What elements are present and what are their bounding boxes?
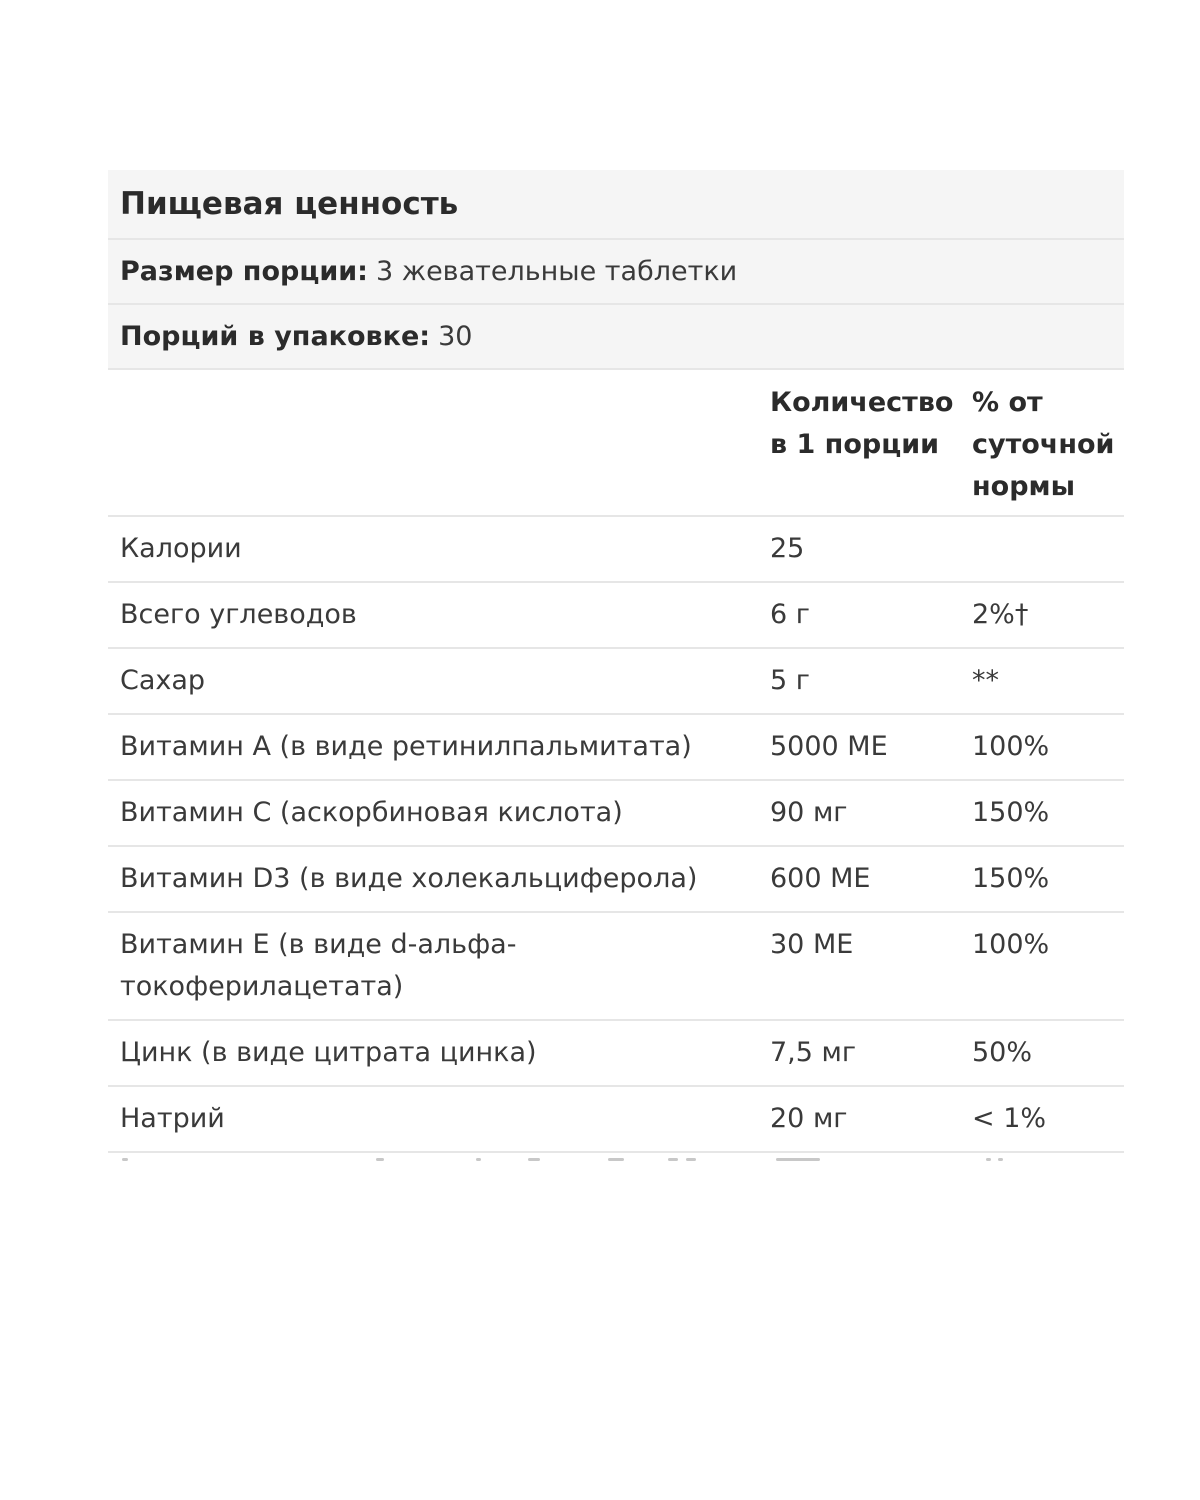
panel-title: Пищевая ценность bbox=[108, 170, 1124, 240]
serving-size-row bbox=[108, 240, 1124, 305]
table-header bbox=[108, 370, 1124, 517]
header-spacer bbox=[108, 370, 758, 515]
nutrient-amount: 600 МЕ bbox=[770, 863, 871, 894]
servings-per-container-row bbox=[108, 305, 1124, 370]
table-row bbox=[108, 847, 1124, 913]
nutrient-amount: 20 мг bbox=[770, 1103, 848, 1134]
nutrient-dv: < 1% bbox=[972, 1103, 1047, 1134]
table-body bbox=[108, 517, 1124, 1153]
nutrient-amount: 30 МЕ bbox=[770, 929, 854, 960]
table-row bbox=[108, 781, 1124, 847]
nutrient-name: Витамин А (в виде ретинилпальмитата) bbox=[120, 731, 692, 762]
serving-size-label: Размер порции: bbox=[120, 256, 368, 287]
table-row bbox=[108, 583, 1124, 649]
table-row bbox=[108, 715, 1124, 781]
nutrient-name: Цинк (в виде цитрата цинка) bbox=[120, 1037, 537, 1068]
nutrient-name: Сахар bbox=[120, 665, 206, 696]
nutrient-name: Калории bbox=[120, 533, 242, 564]
nutrient-amount: 25 bbox=[770, 533, 805, 564]
nutrient-name: Витамин С (аскорбиновая кислота) bbox=[120, 797, 623, 828]
nutrition-facts-panel bbox=[108, 170, 1124, 1153]
table-row bbox=[108, 1087, 1124, 1153]
nutrient-name: Всего углеводов bbox=[120, 599, 357, 630]
cut-off-row-fragment bbox=[108, 1158, 1124, 1170]
servings-per-container-value: 30 bbox=[438, 321, 473, 352]
nutrient-dv: 150% bbox=[972, 863, 1050, 894]
table-row bbox=[108, 649, 1124, 715]
nutrient-amount: 5000 МЕ bbox=[770, 731, 888, 762]
nutrient-name: Натрий bbox=[120, 1103, 225, 1134]
nutrient-dv: 150% bbox=[972, 797, 1050, 828]
nutrient-dv: 2%† bbox=[972, 599, 1029, 630]
nutrient-dv: ** bbox=[972, 665, 999, 696]
table-row bbox=[108, 913, 1124, 1021]
nutrient-dv: 100% bbox=[972, 929, 1050, 960]
table-row bbox=[108, 517, 1124, 583]
nutrient-amount: 7,5 мг bbox=[770, 1037, 857, 1068]
table-row bbox=[108, 1021, 1124, 1087]
header-amount: Количество в 1 порции bbox=[770, 387, 954, 460]
nutrient-dv: 100% bbox=[972, 731, 1050, 762]
nutrient-name: Витамин Е (в виде d-альфа-токоферилацетата) bbox=[120, 929, 517, 1002]
serving-size-value: 3 жевательные таблетки bbox=[375, 256, 738, 287]
nutrient-amount: 6 г bbox=[770, 599, 810, 630]
nutrient-dv: 50% bbox=[972, 1037, 1033, 1068]
header-daily-value: % от суточной нормы bbox=[972, 387, 1115, 502]
nutrient-name: Витамин D3 (в виде холекальциферола) bbox=[120, 863, 698, 894]
nutrient-dv bbox=[960, 528, 1124, 570]
servings-per-container-label: Порций в упаковке: bbox=[120, 321, 431, 352]
nutrient-amount: 5 г bbox=[770, 665, 810, 696]
nutrient-amount: 90 мг bbox=[770, 797, 848, 828]
